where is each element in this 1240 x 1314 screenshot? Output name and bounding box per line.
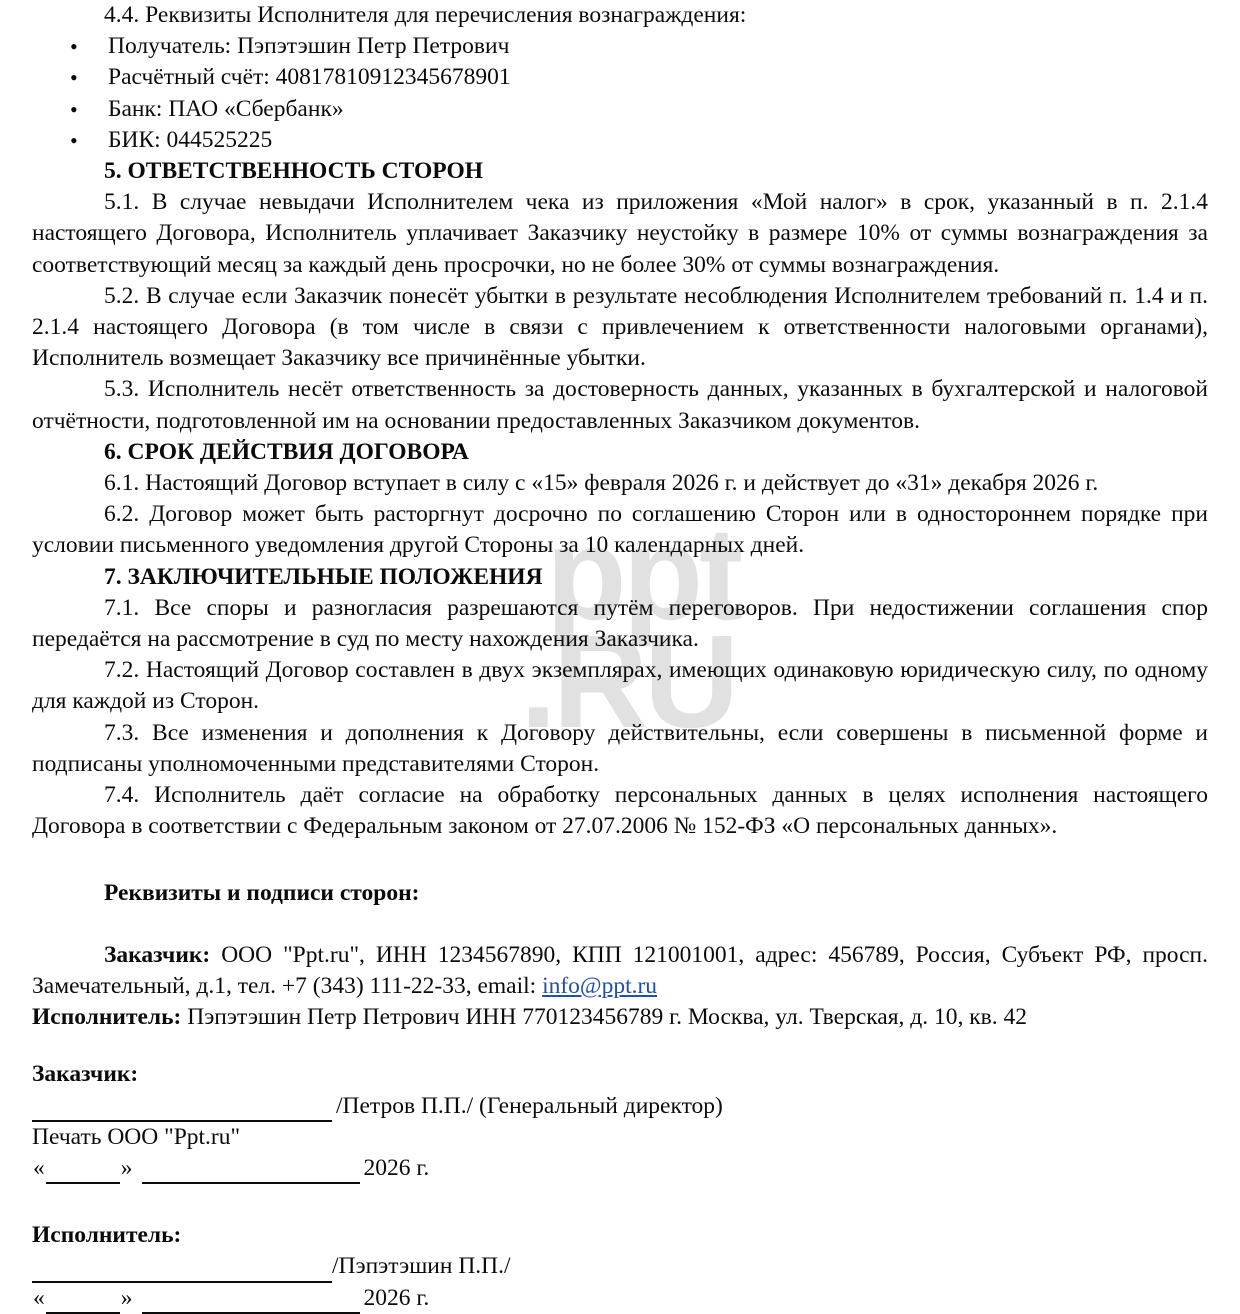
clause-5-1: 5.1. В случае невыдачи Исполнителем чека из приложения «Мой налог» в срок, указанный в п. 2.1.4 настоящего Договора, Исполнитель уплачивает Заказчику неустойку в размере 10% от суммы вознаграждения за соответствующий месяц за каждый день просрочки, но не более 30% от суммы вознаграждения.: [32, 189, 1208, 278]
clause-6-1: 6.1. Настоящий Договор вступает в силу с «15» февраля 2026 г. и действует до «31» декабря 2026 г.: [104, 470, 1099, 497]
clause-4-4-heading: 4.4. Реквизиты Исполнителя для перечисления вознаграждения:: [104, 2, 747, 28]
bullet-icon: •: [70, 127, 78, 153]
date-quote-close: »: [120, 1284, 133, 1311]
clause-7-4: 7.4. Исполнитель даёт согласие на обработку персональных данных в целях исполнения настоящего Договора в соответствии с Федеральным законом от 27.07.2006 № 152-ФЗ «О персональных данных».: [32, 782, 1208, 840]
bullet-icon: •: [70, 96, 78, 122]
clause-7-1: 7.1. Все споры и разногласия разрешаются путём переговоров. При недостижении соглашения спор передаётся на рассмотрение в суд по месту нахождения Заказчика.: [32, 594, 1208, 653]
customer-date-line: [32, 1153, 1208, 1184]
document-body: [32, 0, 1208, 1314]
customer-label: Заказчик:: [104, 941, 211, 968]
list-item: [32, 31, 1208, 62]
date-quote-open: «: [33, 1284, 45, 1311]
contractor-sign-title: Исполнитель:: [32, 1222, 182, 1249]
customer-details: ООО "Ppt.ru", ИНН 1234567890, КПП 121001001, адрес: 456789, Россия, Субъект РФ, просп. Замечательный, д.1, тел. +7 (343) 111-22-33, email:: [32, 941, 1209, 999]
clause-6-2: 6.2. Договор может быть расторгнут досрочно по соглашению Сторон или в одностороннем порядке при условии письменного уведомления другой Стороны за 10 календарных дней.: [32, 501, 1208, 559]
date-quote-close: »: [120, 1154, 133, 1181]
customer-email-link[interactable]: info@ppt.ru: [542, 972, 658, 999]
list-item: [32, 125, 1208, 156]
customer-signature-line: [32, 1091, 1208, 1122]
customer-sign-title: Заказчик:: [32, 1061, 139, 1088]
list-item-label: БИК: 044525225: [108, 126, 273, 153]
date-quote-open: «: [33, 1154, 45, 1181]
contractor-month-rule[interactable]: [142, 1288, 360, 1314]
customer-month-rule[interactable]: [142, 1158, 360, 1184]
contractor-signature-line: [32, 1251, 1208, 1282]
clause-7-3: 7.3. Все изменения и дополнения к Договору действительны, если совершены в письменной форме и подписаны уполномоченными представителями Сторон.: [32, 719, 1208, 777]
signatures-heading: Реквизиты и подписи сторон:: [104, 880, 420, 907]
list-item-label: Расчётный счёт: 40817810912345678901: [108, 64, 511, 91]
contractor-year-label: 2026 г.: [363, 1284, 430, 1311]
contractor-signature-rule[interactable]: [32, 1257, 332, 1283]
list-item-label: Банк: ПАО «Сбербанк»: [108, 95, 344, 122]
customer-signer-name: /Петров П.П./ (Генеральный директор): [336, 1092, 723, 1119]
list-item: [32, 94, 1208, 125]
clause-5-2: 5.2. В случае если Заказчик понесёт убытки в результате несоблюдения Исполнителем требований п. 1.4 и п. 2.1.4 настоящего Договора (в том числе в связи с привлечением к ответственности налоговыми органами), Исполнитель возмещает Заказчику все причинённые убытки.: [32, 282, 1208, 372]
contractor-date-line: [32, 1283, 1208, 1314]
list-item-label: Получатель: Пэпэтэшин Петр Петрович: [108, 33, 510, 60]
watermark-line-2: .RU: [520, 608, 736, 756]
customer-day-rule[interactable]: [46, 1158, 120, 1184]
section-6-heading: 6. СРОК ДЕЙСТВИЯ ДОГОВОРА: [104, 438, 469, 465]
contractor-day-rule[interactable]: [46, 1288, 120, 1314]
section-7-heading: 7. ЗАКЛЮЧИТЕЛЬНЫЕ ПОЛОЖЕНИЯ: [104, 563, 543, 590]
list-item: [32, 62, 1208, 93]
watermark-line-1: ppt: [546, 500, 740, 647]
bullet-icon: •: [70, 34, 78, 60]
section-5-heading: 5. ОТВЕТСТВЕННОСТЬ СТОРОН: [104, 158, 484, 185]
customer-stamp-note: Печать ООО "Ppt.ru": [32, 1123, 241, 1150]
clause-5-3: 5.3. Исполнитель несёт ответственность за достоверность данных, указанных в бухгалтерской и налоговой отчётности, подготовленной им на основании предоставленных Заказчиком документов.: [32, 376, 1208, 434]
clause-7-2: 7.2. Настоящий Договор составлен в двух экземплярах, имеющих одинаковую юридическую силу, по одному для каждой из Сторон.: [32, 657, 1208, 715]
customer-signature-rule[interactable]: [32, 1096, 332, 1122]
bullet-icon: •: [70, 65, 78, 91]
contractor-signer-name: /Пэпэтэшин П.П./: [332, 1253, 511, 1280]
contractor-label: Исполнитель:: [32, 1004, 182, 1031]
customer-year-label: 2026 г.: [363, 1154, 430, 1181]
contractor-requisites: [32, 1002, 1208, 1033]
customer-requisites: [32, 940, 1208, 1002]
contractor-details: Пэпэтэшин Петр Петрович ИНН 770123456789 г. Москва, ул. Тверская, д. 10, кв. 42: [187, 1004, 1028, 1031]
payment-requisites-list: [32, 31, 1208, 156]
